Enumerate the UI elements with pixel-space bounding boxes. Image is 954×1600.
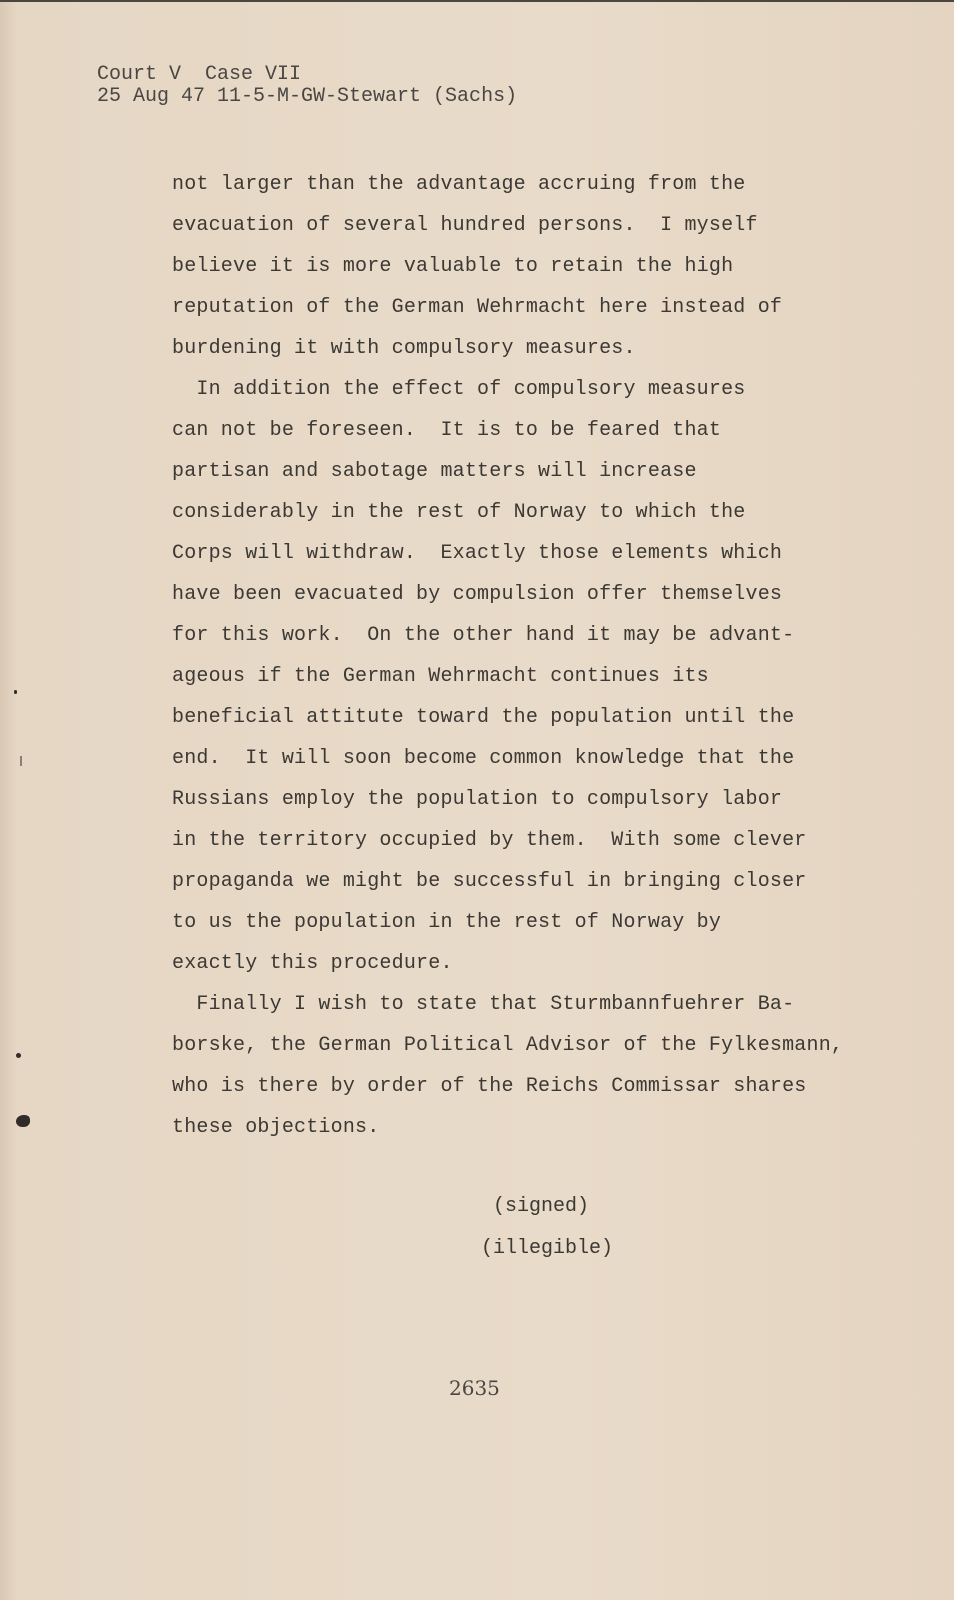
paper-mark — [20, 756, 22, 766]
body-line: Finally I wish to state that Sturmbannfuehrer Ba- — [172, 993, 795, 1016]
body-line: have been evacuated by compulsion offer themselves — [172, 583, 783, 606]
body-line: considerably in the rest of Norway to which the — [172, 501, 746, 524]
body-line: burdening it with compulsory measures. — [172, 337, 636, 360]
body-line: believe it is more valuable to retain the high — [172, 255, 734, 278]
body-line: exactly this procedure. — [172, 952, 453, 975]
date-reference-line: 25 Aug 47 11-5-M-GW-Stewart (Sachs) — [97, 85, 518, 108]
body-line: evacuation of several hundred persons. I myself — [172, 214, 758, 237]
body-line: partisan and sabotage matters will increase — [172, 460, 697, 483]
ink-speck — [16, 1053, 21, 1058]
body-line: borske, the German Political Advisor of the Fylkesmann, — [172, 1034, 844, 1057]
body-line: Russians employ the population to compulsory labor — [172, 788, 783, 811]
body-line: can not be foreseen. It is to be feared that — [172, 419, 722, 442]
body-line: Corps will withdraw. Exactly those elements which — [172, 542, 783, 565]
body-line: who is there by order of the Reichs Commissar shares — [172, 1075, 807, 1098]
body-line: reputation of the German Wehrmacht here instead of — [172, 296, 783, 319]
body-line: end. It will soon become common knowledge that the — [172, 747, 795, 770]
page-number: 2635 — [449, 1376, 500, 1400]
body-line: beneficial attitute toward the population until the — [172, 706, 795, 729]
body-line: ageous if the German Wehrmacht continues its — [172, 665, 709, 688]
body-line: these objections. — [172, 1116, 380, 1139]
ink-speck — [14, 690, 17, 694]
body-line: propaganda we might be successful in bringing closer — [172, 870, 807, 893]
signature-name: (illegible) — [481, 1237, 614, 1260]
body-line: for this work. On the other hand it may be advant- — [172, 624, 795, 647]
body-line: in the territory occupied by them. With some clever — [172, 829, 807, 852]
court-case-line: Court V Case VII — [97, 63, 302, 86]
body-line: not larger than the advantage accruing from the — [172, 173, 746, 196]
body-line: In addition the effect of compulsory measures — [172, 378, 746, 401]
ink-blot — [16, 1115, 30, 1127]
body-line: to us the population in the rest of Norway by — [172, 911, 722, 934]
signature-signed: (signed) — [493, 1195, 590, 1218]
document-body — [172, 164, 852, 1148]
case-header — [97, 64, 517, 108]
